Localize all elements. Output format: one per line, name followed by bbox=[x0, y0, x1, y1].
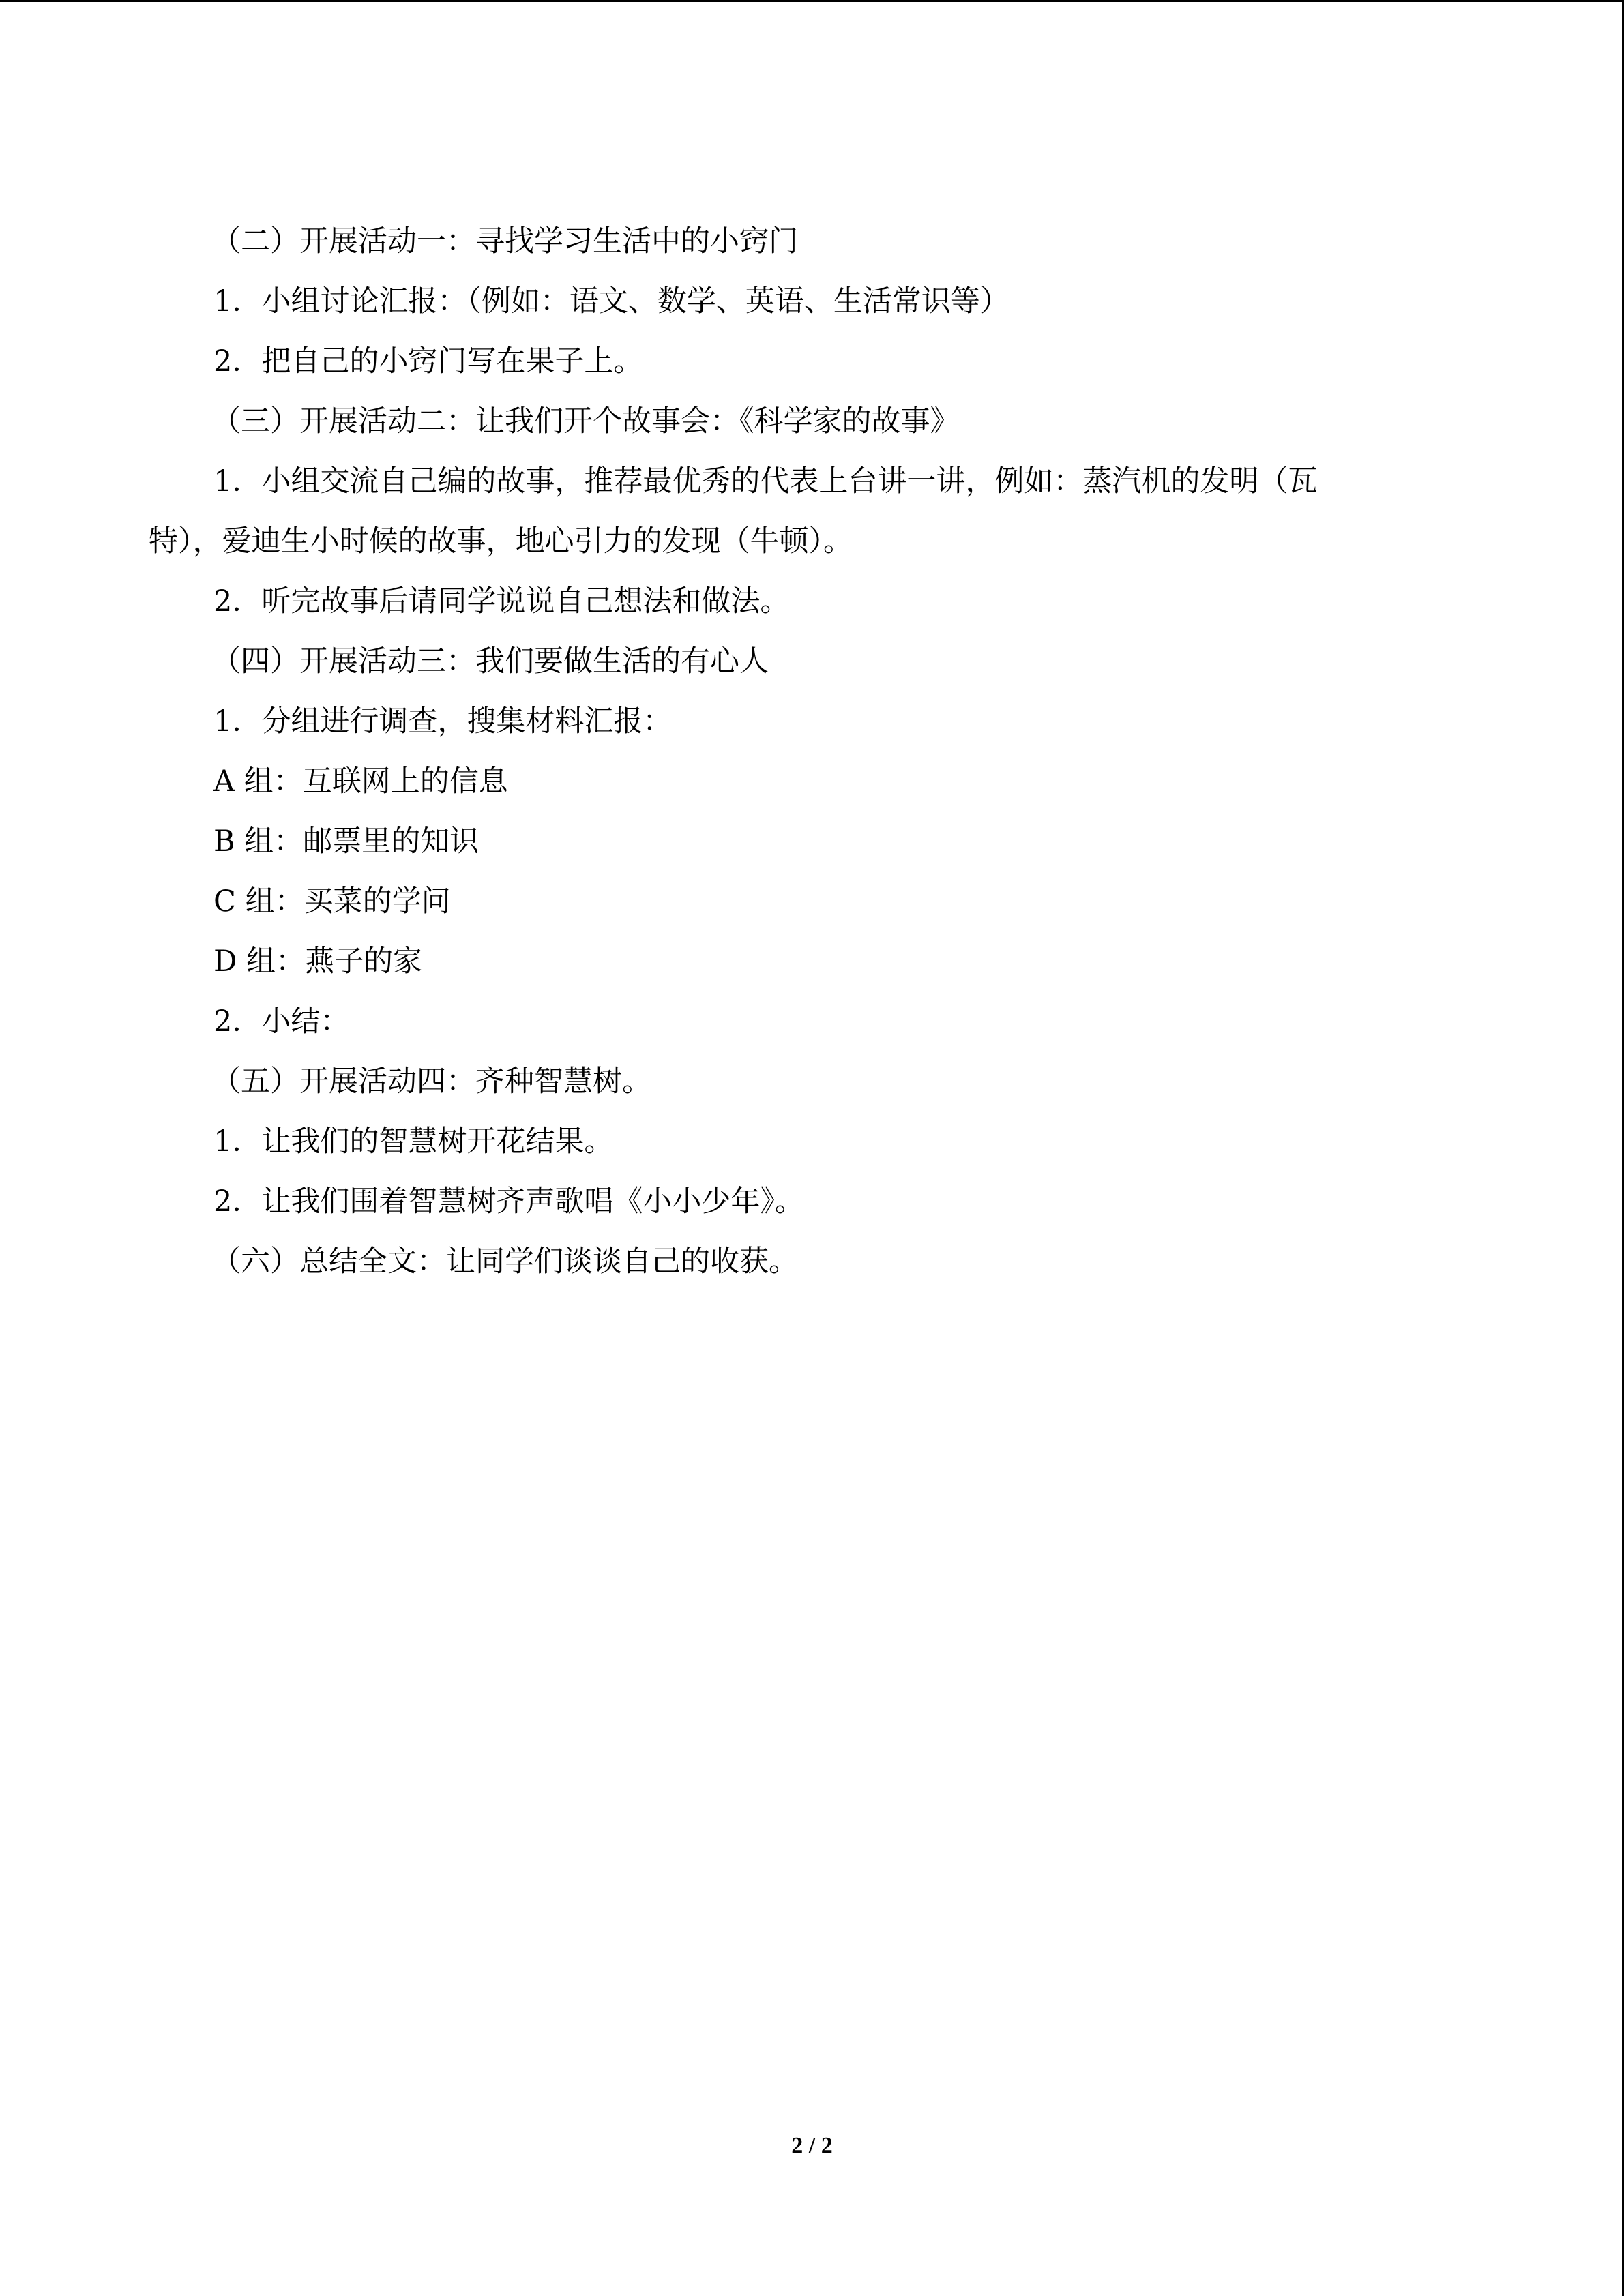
wrapped-paragraph bbox=[149, 451, 1445, 571]
section-heading-3: （三）开展活动二：让我们开个故事会：《科学家的故事》 bbox=[211, 404, 960, 438]
list-item: 2．小结： bbox=[213, 1004, 350, 1039]
group-item-d: D 组：燕子的家 bbox=[213, 944, 423, 979]
section-heading-5: （五）开展活动四：齐种智慧树。 bbox=[211, 1064, 651, 1099]
wrapped-paragraph-line-2: 特），爱迪生小时候的故事，地心引力的发现（牛顿）。 bbox=[149, 524, 853, 558]
list-item: 1．小组讨论汇报：（例如：语文、数学、英语、生活常识等） bbox=[213, 284, 1009, 318]
section-heading-2: （二）开展活动一：寻找学习生活中的小窍门 bbox=[211, 224, 798, 258]
list-item: 2．听完故事后请同学说说自己想法和做法。 bbox=[213, 584, 790, 618]
list-item: 2．把自己的小窍门写在果子上。 bbox=[213, 344, 643, 378]
group-item-a: A 组：互联网上的信息 bbox=[213, 764, 508, 799]
wrapped-paragraph-line-1: 1．小组交流自己编的故事，推荐最优秀的代表上台讲一讲，例如：蒸汽机的发明（瓦 bbox=[213, 464, 1318, 498]
list-item: 2．让我们围着智慧树齐声歌唱《小小少年》。 bbox=[213, 1184, 804, 1219]
section-heading-6: （六）总结全文：让同学们谈谈自己的收获。 bbox=[211, 1244, 798, 1279]
group-item-b: B 组：邮票里的知识 bbox=[213, 824, 479, 859]
list-item: 1．让我们的智慧树开花结果。 bbox=[213, 1124, 614, 1159]
list-item: 1．分组进行调查，搜集材料汇报： bbox=[213, 704, 673, 739]
group-item-c: C 组：买菜的学问 bbox=[213, 884, 451, 919]
page-top-border bbox=[0, 0, 1624, 2]
page-number: 2 / 2 bbox=[791, 2133, 833, 2158]
document-body bbox=[149, 211, 1445, 1292]
section-heading-4: （四）开展活动三：我们要做生活的有心人 bbox=[211, 644, 769, 679]
